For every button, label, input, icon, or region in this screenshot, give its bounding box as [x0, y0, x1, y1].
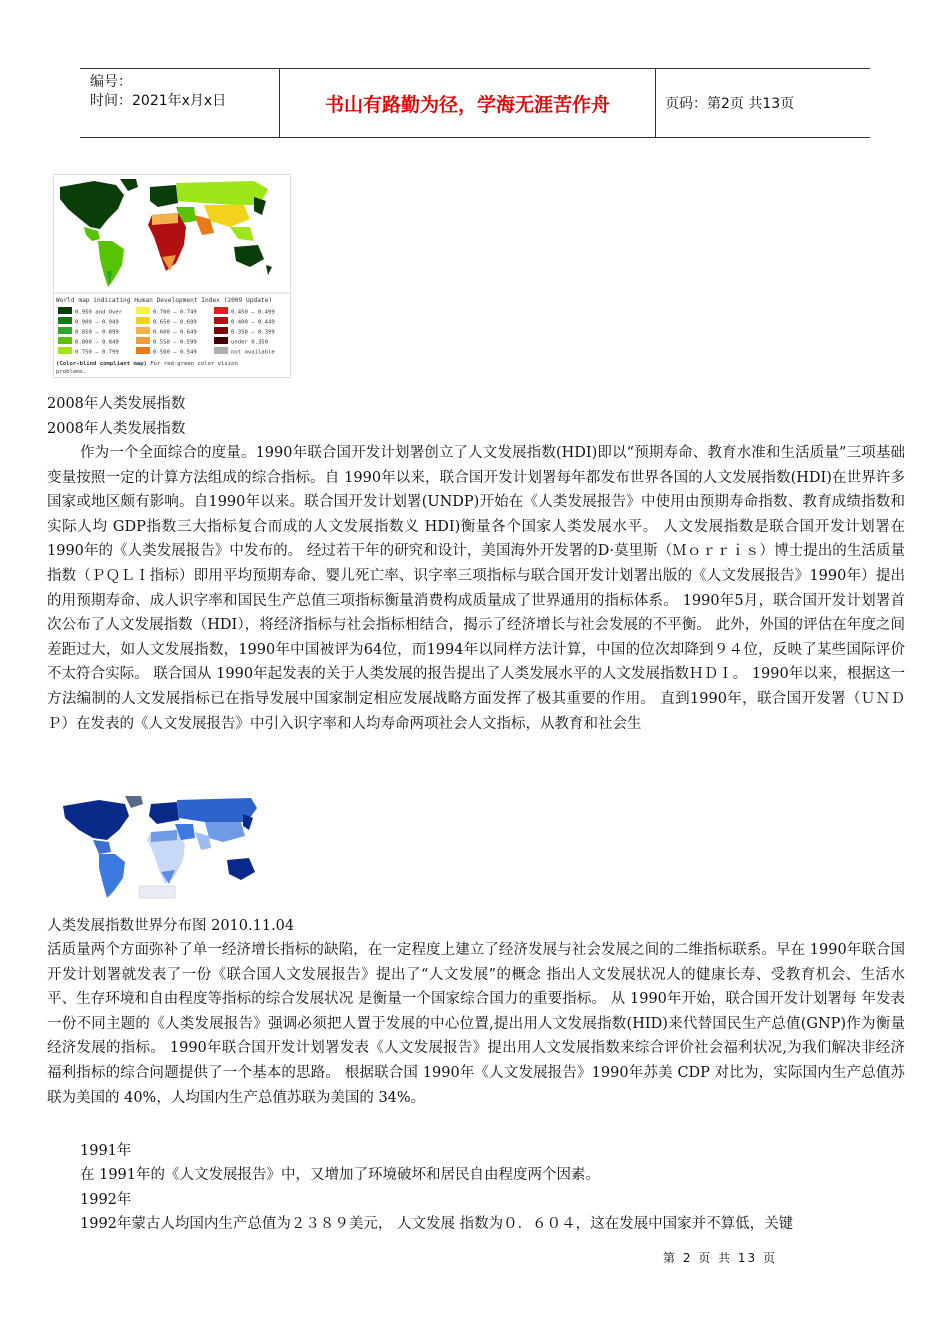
- text-1992: 1992年蒙古人均国内生产总值为２３８９美元， 人文发展 指数为０．６０４，这在发展中国家并不算低，关键: [80, 1216, 794, 1232]
- legend-swatch: [58, 317, 72, 324]
- legend-swatch: [214, 317, 228, 324]
- legend-swatch: [214, 347, 228, 354]
- legend-swatch: [214, 337, 228, 344]
- year-1991-heading: 1991年: [80, 1143, 132, 1159]
- body-paragraph-1: 作为一个全面综合的度量。1990年联合国开发计划署创立了人文发展指数(HDI)即以“预期寿命、教育水准和生活质量”三项基础变量按照一定的计算方法组成的综合指标。自 1990年以来，联合国开发计划署每年都发布世界各国的人文发展指数(HDI)在世界许多国家或地区颇有影响。自1990年以来。联合国开发计划署(UNDP)开始在《人类发展报告》中使用由预期寿命指数、教育成绩指数和实际人均 GDP指数三大指标复合而成的人文发展指数义 HDI)衡量各个国家人类发展水平。 人文发展指数是联合国开发计划署在 1990年的《人类发展报告》中发布的。 经过若干年的研究和设计，美国海外开发署的D·莫里斯（Ｍｏｒｒｉｓ）博士提出的生活质量指数（ＰＱＬＩ指标）即用平均预期寿命、婴儿死亡率、识字率三项指标与联合国开发计划署出版的《人文发展报告》1990年）提出的用预期寿命、成人识字率和国民生产总值三项指标衡量消费构成质量成了世界通用的指标体系。 1990年5月，联合国开发计划署首次公布了人文发展指数（HDI），将经济指标与社会指标相结合，揭示了经济增长与社会发展的不平衡。 此外，外国的评估在年度之间差距过大，如人文发展指数，1990年中国被评为64位，而1994年以同样方法计算，中国的位次却降到９４位，反映了某些国际评价不太符合实际。 联合国从 1990年起发表的关于人类发展的报告提出了人类发展水平的人文发展指数ＨＤＩ。 1990年以来，根据这一方法编制的人文发展指标已在指导发展中国家制定相应发展战略方面发挥了极其重要的作用。 直到1990年，联合国开发署（ＵＮＤＰ）在发表的《人文发展报告》中引入识字率和人均寿命两项社会人文指标，从教育和社会生: [47, 445, 905, 732]
- legend-swatch: [58, 347, 72, 354]
- page-info: 页码：第2页 共13页: [665, 96, 795, 112]
- map1-note-rest: For red-green color vision: [146, 361, 238, 367]
- caption-line-2: 2008年人类发展指数: [47, 421, 186, 437]
- legend-label: 0.750 – 0.799: [75, 349, 119, 356]
- legend-label: 0.950 and Over: [75, 309, 123, 316]
- legend-swatch: [136, 327, 150, 334]
- legend-swatch: [136, 337, 150, 344]
- legend-swatch: [214, 307, 228, 314]
- date-label: 时间：2021年x月x日: [90, 93, 227, 109]
- legend-label: 0.500 – 0.549: [153, 349, 197, 356]
- text-1991: 在 1991年的《人文发展报告》中，又增加了环境破坏和居民自由程度两个因素。: [80, 1167, 601, 1183]
- hdi-map-graphic: [54, 175, 290, 377]
- page-footer: 第 2 页 共 13 页: [663, 1251, 777, 1265]
- legend-label: 0.850 – 0.899: [75, 329, 119, 336]
- svg-text:(Color-blind compliant map) Fo: [56, 361, 238, 367]
- hdi-distribution-map-image: [55, 794, 260, 902]
- legend-label: 0.650 – 0.699: [153, 319, 197, 326]
- legend-swatch: [214, 327, 228, 334]
- legend-label: 0.400 – 0.449: [231, 319, 275, 326]
- map1-title: World map indicating Human Development Index (2009 Update): [56, 297, 273, 304]
- legend-label: not available: [231, 349, 275, 356]
- motto: 书山有路勤为径，学海无涯苦作舟: [280, 69, 656, 137]
- legend-label: 0.900 – 0.949: [75, 319, 119, 326]
- header-info-cell: [80, 69, 280, 137]
- legend-label: 0.700 – 0.749: [153, 309, 197, 316]
- legend-swatch: [136, 307, 150, 314]
- legend-swatch: [58, 327, 72, 334]
- legend-label: 0.450 – 0.499: [231, 309, 275, 316]
- caption-line-1: 2008年人类发展指数: [47, 396, 186, 412]
- legend-swatch: [136, 347, 150, 354]
- year-1992-heading: 1992年: [80, 1192, 132, 1208]
- number-label: 编号：: [90, 74, 132, 90]
- page-header: [80, 68, 870, 138]
- legend-label: 0.800 – 0.849: [75, 339, 119, 346]
- legend-label: 0.550 – 0.599: [153, 339, 197, 346]
- map1-note-line2: problems.: [56, 369, 87, 375]
- hdi-world-map-image: [53, 174, 291, 378]
- caption-map2: 人类发展指数世界分布图 2010.11.04: [47, 918, 295, 934]
- map1-note-bold: (Color-blind compliant map): [56, 361, 147, 367]
- legend-swatch: [58, 307, 72, 314]
- legend-label: 0.350 – 0.399: [231, 329, 275, 336]
- body-paragraph-2: 活质量两个方面弥补了单一经济增长指标的缺陷，在一定程度上建立了经济发展与社会发展之间的二维指标联系。早在 1990年联合国开发计划署就发表了一份《联合国人文发展报告》提出了“人文发展”的概念 指出人文发展状况人的健康长寿、受教育机会、生活水平、生存环境和自由程度等指标的综合发展状况 是衡量一个国家综合国力的重要指标。 从 1990年开始，联合国开发计划署每 年发表一份不同主题的《人类发展报告》强调必须把人置于发展的中心位置,提出用人文发展指数(HID)来代替国民生产总值(GNP)作为衡量经济发展的指标。 1990年联合国开发计划署发表《人文发展报告》提出用人文发展指数来综合评价社会福利状况,为我们解决非经济福利指标的综合问题提供了一个基本的思路。 根据联合国 1990年《人文发展报告》1990年苏美 CDP 对比为，实际国内生产总值苏联为美国的 40%，人均国内生产总值苏联为美国的 34%。: [47, 942, 905, 1106]
- legend-swatch: [136, 317, 150, 324]
- legend-swatch: [58, 337, 72, 344]
- legend-label: under 0.350: [231, 339, 269, 346]
- legend-label: 0.600 – 0.649: [153, 329, 197, 336]
- hdi-map2-graphic: [55, 794, 260, 902]
